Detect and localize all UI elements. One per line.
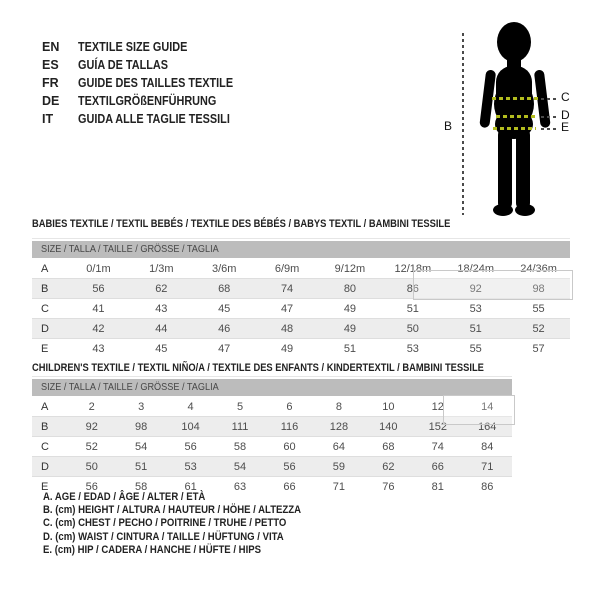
height-label: B: [444, 119, 453, 133]
table-cell: 53: [166, 457, 215, 477]
hip-guide-line: [541, 128, 558, 130]
row-label: E: [41, 480, 49, 493]
table-cell: 50: [67, 457, 116, 477]
height-measure-line: [462, 33, 464, 215]
table-cell: 66: [283, 480, 296, 493]
table-cell: 86: [481, 480, 494, 493]
table-cell: 59: [314, 457, 363, 477]
row-label: D: [32, 319, 67, 339]
table-cell: 49: [343, 302, 357, 315]
table-row: [32, 279, 570, 299]
legend-age: A. AGE / EDAD / ÂGE / ALTER / ETÀ: [43, 491, 206, 503]
table-cell: 50: [381, 319, 444, 339]
row-label: B: [32, 417, 67, 437]
table-cell: 71: [463, 457, 513, 477]
table-row: [32, 299, 570, 319]
row-label: A: [41, 262, 49, 275]
chest-measure-line: [492, 97, 539, 100]
chest-label: C: [561, 90, 570, 104]
table-row: [32, 339, 570, 359]
table-cell: 3: [138, 400, 145, 413]
table-cell: 58: [233, 440, 247, 453]
table-cell: 43: [92, 342, 105, 355]
table-cell: 44: [130, 319, 193, 339]
table-cell: 64: [332, 440, 346, 453]
table-cell: 76: [382, 480, 395, 493]
table-cell: 74: [256, 279, 319, 299]
chest-guide-line: [541, 98, 558, 100]
babies-table-block: [32, 238, 570, 358]
language-code: ES: [42, 58, 59, 72]
table-cell: 57: [532, 342, 545, 355]
table-cell: 92: [444, 279, 507, 299]
table-cell: 71: [332, 480, 346, 493]
table-cell: 54: [215, 457, 264, 477]
table-cell: 80: [319, 279, 382, 299]
table-cell: 46: [193, 319, 256, 339]
table-cell: 5: [236, 400, 244, 413]
children-section: [32, 362, 512, 493]
row-label: B: [32, 279, 67, 299]
table-cell: 58: [135, 480, 148, 493]
legend-waist: D. (cm) WAIST / CINTURA / TAILLE / HÜFTUNG / VITA: [43, 530, 284, 543]
table-row: [32, 417, 512, 437]
measurement-figure: [0, 0, 600, 230]
row-label: C: [41, 302, 49, 315]
table-cell: 10: [382, 400, 395, 413]
table-cell: 49: [280, 342, 294, 355]
row-label: E: [41, 342, 49, 355]
table-cell: 66: [413, 457, 462, 477]
table-cell: 104: [166, 417, 215, 437]
guide-title: GUIDE DES TAILLES TEXTILE: [78, 76, 234, 90]
table-cell: 98: [507, 279, 570, 299]
row-label: C: [41, 440, 49, 453]
table-cell: 68: [382, 440, 395, 453]
child-silhouette-icon: [469, 20, 561, 220]
table-cell: 8: [335, 400, 342, 413]
table-cell: 128: [314, 417, 363, 437]
table-cell: 4: [187, 400, 194, 413]
table-cell: 49: [319, 319, 382, 339]
table-cell: 116: [265, 417, 314, 437]
table-cell: 60: [283, 440, 296, 453]
legend-hip: E. (cm) HIP / CADERA / HANCHE / HÜFTE / HIPS: [43, 543, 262, 556]
language-code: IT: [42, 112, 54, 126]
table-row: [32, 397, 512, 417]
size-header-label: SIZE / TALLA / TAILLE / GRÖSSE / TAGLIA: [41, 381, 219, 393]
table-cell: 56: [85, 480, 98, 493]
table-cell: 43: [155, 302, 168, 315]
table-cell: 41: [92, 302, 105, 315]
table-cell: 24/36m: [520, 262, 557, 275]
language-code: EN: [42, 40, 60, 54]
table-cell: 12/18m: [394, 262, 432, 275]
size-header-bar: [32, 379, 512, 396]
table-cell: 152: [413, 417, 462, 437]
table-cell: 6: [286, 400, 293, 413]
hip-label: E: [561, 120, 570, 134]
table-cell: 63: [233, 480, 247, 493]
table-cell: 56: [265, 457, 314, 477]
table-cell: 56: [184, 440, 197, 453]
row-label: A: [41, 400, 49, 413]
table-row: [32, 457, 512, 477]
table-cell: 61: [184, 480, 197, 493]
table-cell: 51: [343, 342, 357, 355]
language-code: DE: [42, 94, 60, 108]
language-code: FR: [42, 76, 59, 90]
babies-size-table: [32, 259, 570, 358]
table-row: [32, 259, 570, 279]
table-cell: 140: [364, 417, 413, 437]
babies-heading: BABIES TEXTILE / TEXTIL BEBÉS / TEXTILE DES BÉBÉS / BABYS TEXTIL / BAMBINI TESSILE: [32, 218, 451, 230]
table-cell: 52: [85, 440, 98, 453]
children-table-block: [32, 376, 512, 496]
table-cell: 62: [364, 457, 413, 477]
table-cell: 86: [381, 279, 444, 299]
table-cell: 9/12m: [334, 262, 366, 275]
children-size-table: [32, 397, 512, 496]
row-label: D: [32, 457, 67, 477]
table-cell: 1/3m: [149, 262, 174, 275]
table-cell: 164: [463, 417, 513, 437]
table-cell: 51: [444, 319, 507, 339]
table-cell: 14: [481, 400, 494, 413]
table-cell: 98: [116, 417, 165, 437]
table-cell: 42: [67, 319, 130, 339]
table-cell: 3/6m: [211, 262, 237, 275]
guide-title: TEXTILGRÖßENFÜHRUNG: [78, 94, 217, 108]
babies-section: [32, 218, 570, 355]
table-cell: 48: [256, 319, 319, 339]
table-cell: 12: [431, 400, 444, 413]
hip-measure-line: [493, 127, 536, 130]
table-cell: 51: [116, 457, 165, 477]
table-cell: 0/1m: [86, 262, 111, 275]
table-cell: 6/9m: [274, 262, 300, 275]
table-cell: 55: [469, 342, 482, 355]
measurement-legend: [43, 491, 340, 557]
waist-measure-line: [496, 115, 535, 118]
table-cell: 56: [67, 279, 130, 299]
table-cell: 45: [218, 302, 231, 315]
table-cell: 53: [469, 302, 482, 315]
table-cell: 53: [406, 342, 419, 355]
table-cell: 2: [88, 400, 95, 413]
table-cell: 47: [218, 342, 231, 355]
table-cell: 18/24m: [457, 262, 495, 275]
table-cell: 45: [155, 342, 168, 355]
guide-title: GUIDA ALLE TAGLIE TESSILI: [78, 112, 230, 126]
table-row: [32, 437, 512, 457]
size-header-label: SIZE / TALLA / TAILLE / GRÖSSE / TAGLIA: [41, 243, 219, 255]
table-cell: 52: [507, 319, 570, 339]
guide-title: GUÍA DE TALLAS: [78, 58, 169, 72]
legend-chest: C. (cm) CHEST / PECHO / POITRINE / TRUHE / PETTO: [43, 517, 287, 530]
table-cell: 111: [215, 417, 264, 437]
table-cell: 47: [280, 302, 294, 315]
table-row: [32, 319, 570, 339]
table-cell: 54: [135, 440, 148, 453]
table-cell: 68: [193, 279, 256, 299]
table-cell: 92: [67, 417, 116, 437]
waist-guide-line: [541, 116, 558, 118]
table-cell: 55: [532, 302, 545, 315]
legend-height: B. (cm) HEIGHT / ALTURA / HAUTEUR / HÖHE / ALTEZZA: [43, 504, 302, 517]
children-heading: CHILDREN'S TEXTILE / TEXTIL NIÑO/A / TEXTILE DES ENFANTS / KINDERTEXTIL / BAMBINI TESSILE: [32, 362, 484, 374]
table-cell: 62: [130, 279, 193, 299]
table-cell: 81: [431, 480, 444, 493]
table-cell: 84: [481, 440, 494, 453]
guide-title: TEXTILE SIZE GUIDE: [78, 40, 188, 54]
table-cell: 74: [431, 440, 444, 453]
table-cell: 51: [406, 302, 419, 315]
waist-label: D: [561, 108, 570, 122]
size-header-bar: [32, 241, 570, 258]
